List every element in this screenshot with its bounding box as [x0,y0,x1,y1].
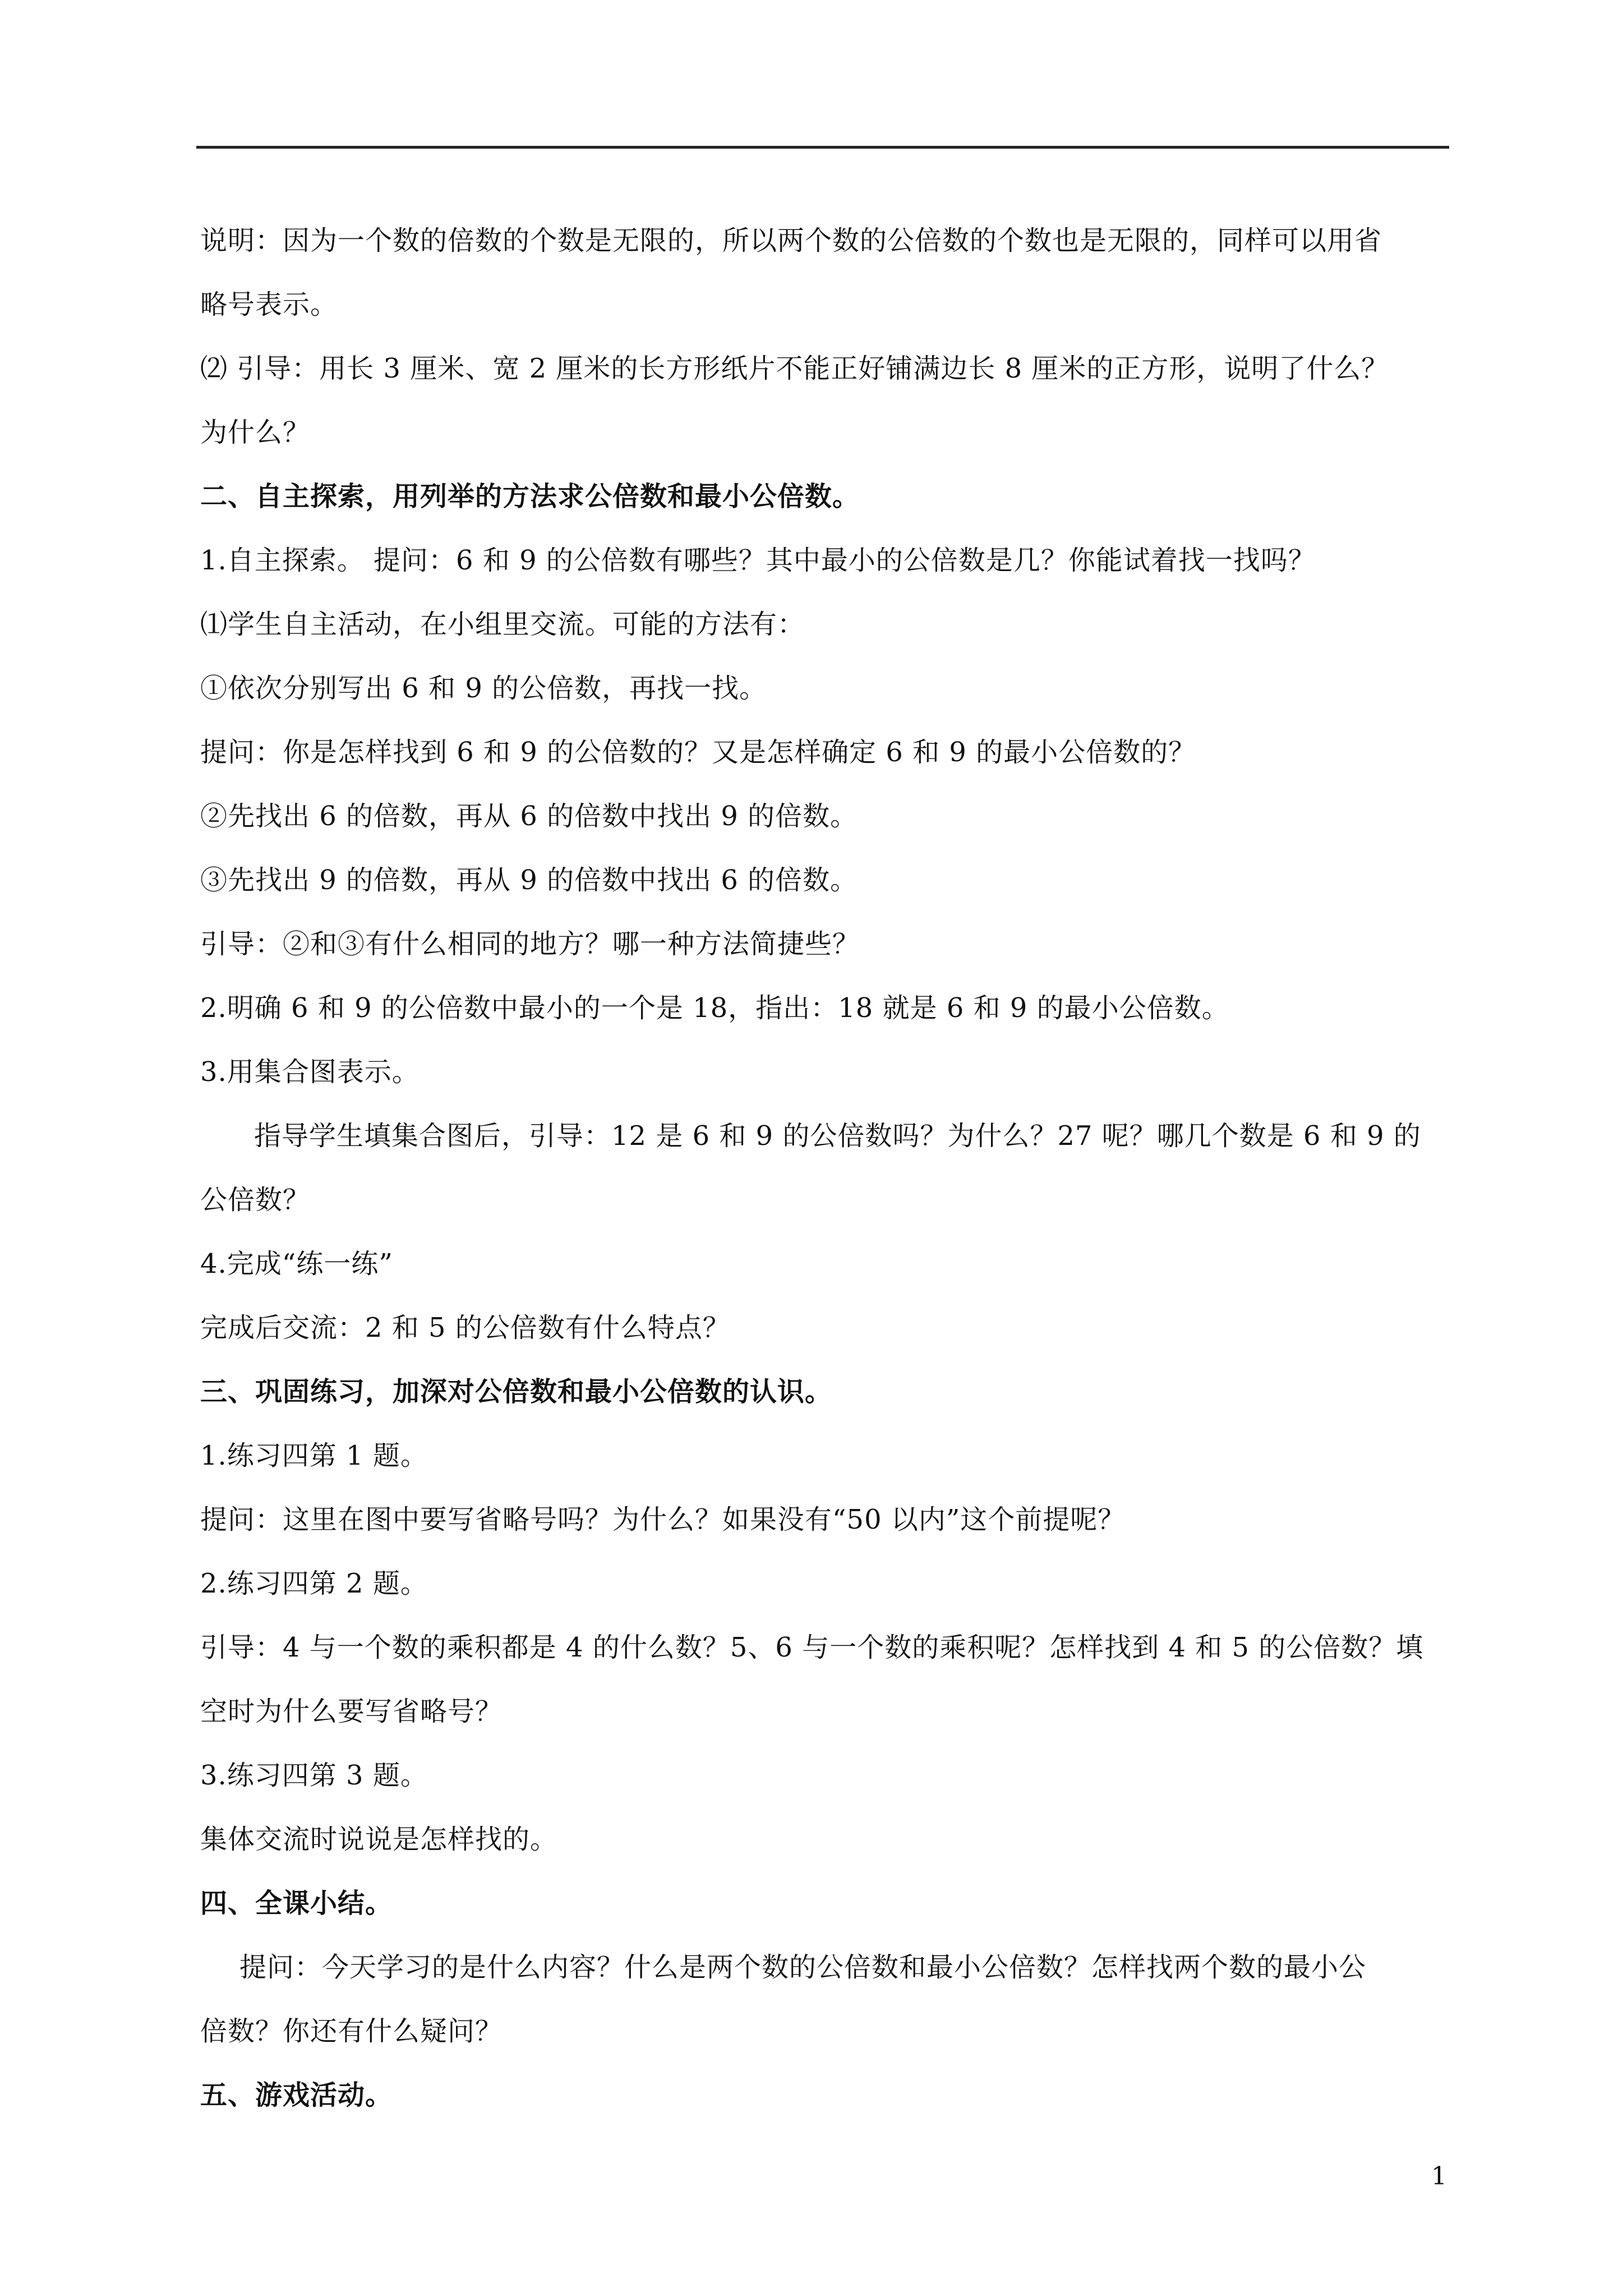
body-line: 2.明确 6 和 9 的公倍数中最小的一个是 18，指出：18 就是 6 和 9 的最小公倍数。 [200,992,1229,1024]
body-line: 2.练习四第 2 题。 [200,1568,428,1599]
document-body [200,209,1449,2127]
body-line: 提问：你是怎样找到 6 和 9 的公倍数的？又是怎样确定 6 和 9 的最小公倍数的？ [200,737,1196,768]
body-line: ②先找出 6 的倍数，再从 6 的倍数中找出 9 的倍数。 [200,800,858,832]
body-line: 集体交流时说说是怎样找的。 [200,1824,558,1855]
body-line: 说明：因为一个数的倍数的个数是无限的，所以两个数的公倍数的个数也是无限的，同样可以用省 [200,225,1382,256]
body-line: ⑴学生自主活动，在小组里交流。可能的方法有： [200,609,805,640]
page-number: 1 [1431,2162,1447,2191]
section-heading: 五、游戏活动。 [200,2079,393,2111]
body-line: ①依次分别写出 6 和 9 的公倍数，再找一找。 [200,673,767,704]
body-line: 3.用集合图表示。 [200,1056,419,1088]
body-line: ③先找出 9 的倍数，再从 9 的倍数中找出 6 的倍数。 [200,864,858,896]
body-line: 为什么？ [200,417,311,448]
body-line: 3.练习四第 3 题。 [200,1760,428,1791]
body-line: 略号表示。 [200,289,338,320]
header-rule [196,146,1449,149]
body-line: 空时为什么要写省略号？ [200,1696,503,1727]
body-line: 4.完成“练一练” [200,1248,393,1280]
body-line: 引导：4 与一个数的乘积都是 4 的什么数？5、6 与一个数的乘积呢？怎样找到 4 和 5 的公倍数？填 [200,1632,1424,1663]
body-line: 1.练习四第 1 题。 [200,1440,428,1471]
body-line: 指导学生填集合图后，引导：12 是 6 和 9 的公倍数吗？为什么？27 呢？哪几个数是 6 和 9 的 [254,1120,1421,1152]
body-line: 1.自主探索。 提问：6 和 9 的公倍数有哪些？其中最小的公倍数是几？你能试着找一找吗？ [200,545,1316,576]
body-line: 提问：今天学习的是什么内容？什么是两个数的公倍数和最小公倍数？怎样找两个数的最小公 [239,1952,1367,1983]
body-line: 完成后交流：2 和 5 的公倍数有什么特点？ [200,1312,730,1343]
body-line: 倍数？你还有什么疑问？ [200,2016,503,2047]
body-line: 公倍数？ [200,1184,311,1216]
body-line: ⑵ 引导：用长 3 厘米、宽 2 厘米的长方形纸片不能正好铺满边长 8 厘米的正方形，说明了什么？ [200,353,1389,384]
section-heading: 三、巩固练习，加深对公倍数和最小公倍数的认识。 [200,1376,833,1407]
body-line: 提问：这里在图中要写省略号吗？为什么？如果没有“50 以内”这个前提呢？ [200,1504,1126,1535]
body-line: 引导：②和③有什么相同的地方？哪一种方法简捷些？ [200,928,860,960]
section-heading: 四、全课小结。 [200,1888,393,1919]
section-heading: 二、自主探索，用列举的方法求公倍数和最小公倍数。 [200,481,860,512]
